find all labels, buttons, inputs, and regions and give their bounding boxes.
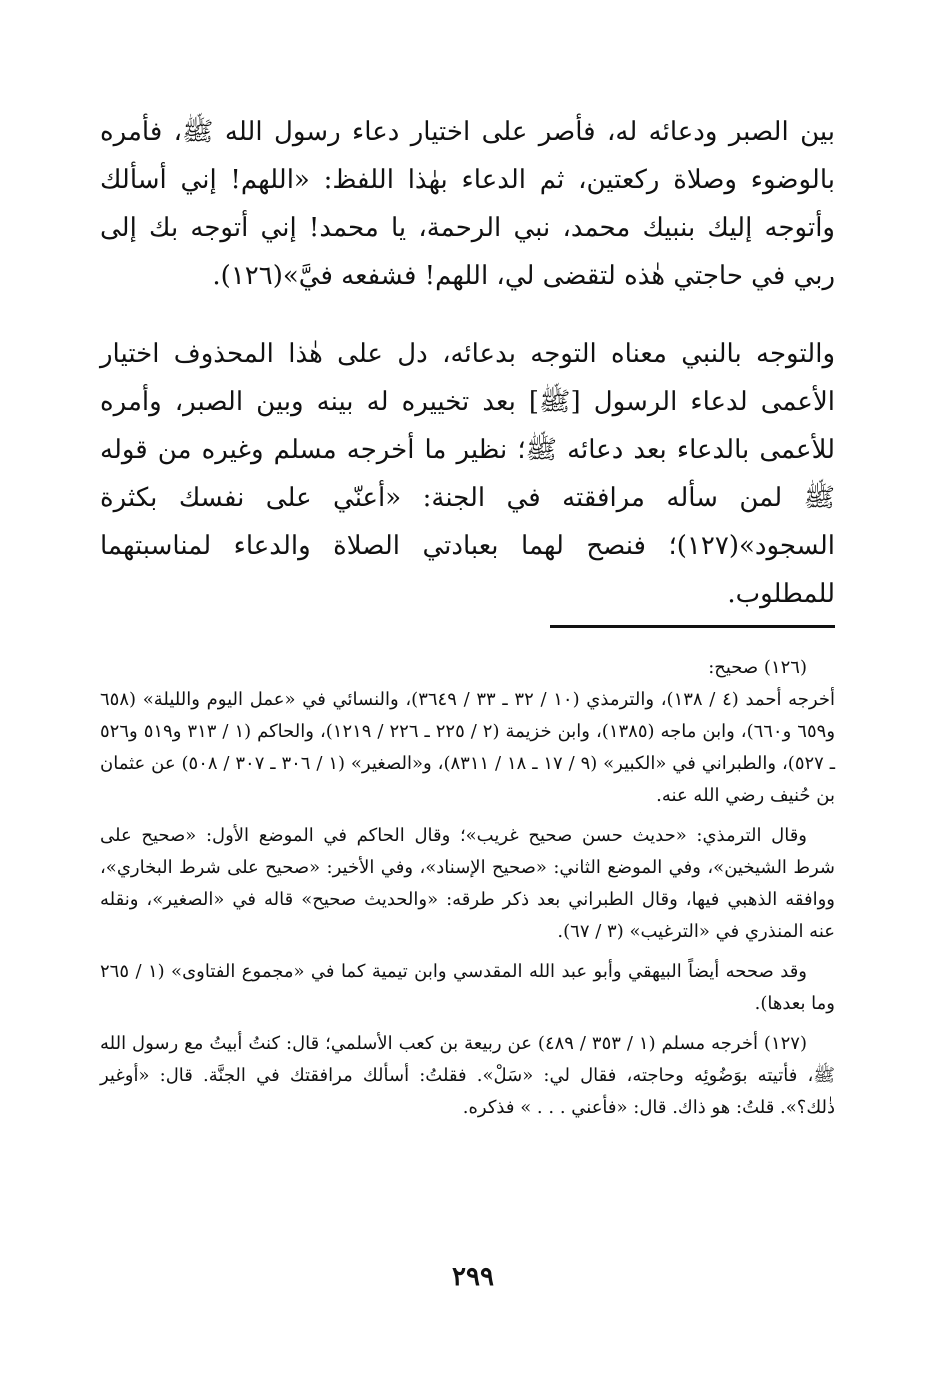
footnote-127 <box>100 1028 835 1124</box>
page-number: ٢٩٩ <box>452 1262 494 1292</box>
footnote-126-grading <box>100 820 835 948</box>
footnote-126-additional <box>100 956 835 1020</box>
footnotes <box>100 652 835 1132</box>
footnote-126-title: (١٢٦) صحيح: <box>708 657 807 678</box>
main-paragraph-1: بين الصبر ودعائه له، فأصر على اختيار دعاء رسول الله ﷺ، فأمره بالوضوء وصلاة ركعتين، ثم الدعاء بهٰذا اللفظ: «اللهم! إني أسألك وأتوجه إليك بنبيك محمد، نبي الرحمة، يا محمد! إني أتوجه بك إلى ربي في حاجتي هٰذه لتقضى لي، اللهم! فشفعه فيَّ»(١٢٦). <box>100 117 835 291</box>
footnote-126-sources: أخرجه أحمد (٤ / ١٣٨)، والترمذي (١٠ / ٣٢ ـ ٣٣ / ٣٦٤٩)، والنسائي في «عمل اليوم والليلة» (٦٥٨ و٦٥٩ و٦٦٠)، وابن ماجه (١٣٨٥)، وابن خزيمة (٢ / ٢٢٥ ـ ٢٢٦ / ١٢١٩)، والحاكم (١ / ٣١٣ و٥١٩ و٥٢٦ ـ ٥٢٧)، والطبراني في «الكبير» (٩ / ١٧ ـ ١٨ / ٨٣١١)، و«الصغير» (١ / ٣٠٦ ـ ٣٠٧ / ٥٠٨) عن عثمان بن حُنيف رضي الله عنه. <box>100 689 836 806</box>
main-paragraph-2: والتوجه بالنبي معناه التوجه بدعائه، دل على هٰذا المحذوف اختيار الأعمى لدعاء الرسول [ﷺ] بعد تخييره له بينه وبين الصبر، وأمره للأعمى بالدعاء بعد دعائه ﷺ؛ نظير ما أخرجه مسلم وغيره من قوله ﷺ لمن سأله مرافقته في الجنة: «أعنّي على نفسك بكثرة السجود»(١٢٧)؛ فنصح لهما بعبادتي الصلاة والدعاء لمناسبتهما للمطلوب. <box>100 339 835 609</box>
footnote-127-text: (١٢٧) أخرجه مسلم (١ / ٣٥٣ / ٤٨٩) عن ربيعة بن كعب الأسلمي؛ قال: كنتُ أبيتُ مع رسول الله ﷺ، فأتيته بوَضُوئِه وحاجته، فقال لي: «سَلْ». فقلتُ: أسألك مرافقتك في الجنَّة. قال: «أوغير ذٰلك؟». قلتُ: هو ذاك. قال: «فأعني . . . » فذكره. <box>100 1033 835 1118</box>
footnote-separator <box>550 625 835 628</box>
main-text <box>100 108 835 618</box>
footnote-126 <box>100 652 835 812</box>
footnote-126-grading-text: وقال الترمذي: «حديث حسن صحيح غريب»؛ وقال الحاكم في الموضع الأول: «صحيح على شرط الشيخين»، وفي الموضع الثاني: «صحيح الإسناد»، وفي الأخير: «صحيح على شرط البخاري»، ووافقه الذهبي فيها، وقال الطبراني بعد ذكر طرقه: «والحديث صحيح» قاله في «الصغير»، ونقله عنه المنذري في «الترغيب» (٣ / ٦٧). <box>100 825 835 942</box>
footnote-126-additional-text: وقد صححه أيضاً البيهقي وأبو عبد الله المقدسي وابن تيمية كما في «مجموع الفتاوى» (١ / ٢٦٥ وما بعدها). <box>100 961 835 1014</box>
